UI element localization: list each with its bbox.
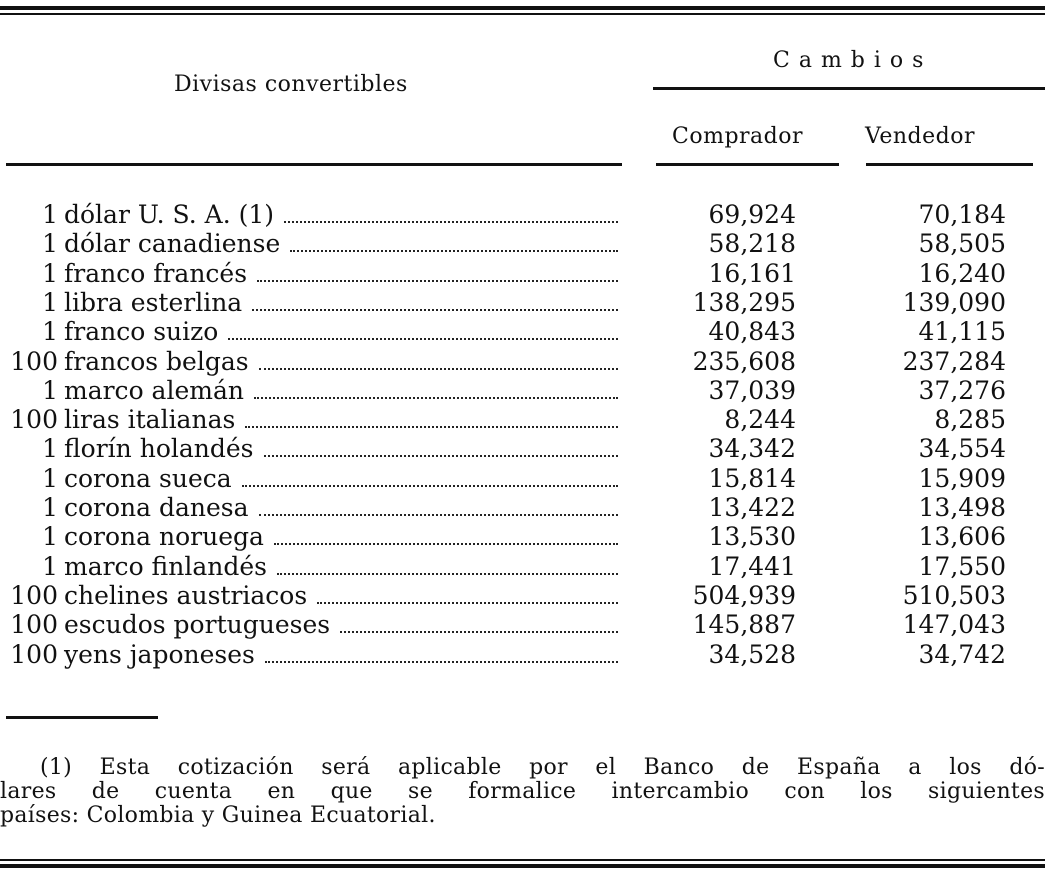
cambios-underline: [653, 87, 1045, 90]
table-row: [0, 581, 1050, 611]
row-quantity: 1: [42, 464, 58, 493]
row-comprador-value: 69,924: [708, 200, 796, 229]
row-vendedor-value: 139,090: [902, 288, 1006, 317]
row-vendedor-value: 34,742: [918, 640, 1006, 669]
row-vendedor-value: 15,909: [918, 464, 1006, 493]
table-row: [0, 376, 1050, 406]
row-currency-name: francos belgas: [64, 347, 249, 376]
table-row: [0, 229, 1050, 259]
table-row: [0, 464, 1050, 494]
bottom-rule-thick: [0, 864, 1045, 868]
row-comprador-value: 15,814: [708, 464, 796, 493]
table-row: [0, 259, 1050, 289]
row-currency-name: liras italianas: [64, 405, 236, 434]
row-leader-dots: [277, 573, 618, 575]
row-quantity: 100: [10, 640, 58, 669]
footnote-line-3: países: Colombia y Guinea Ecuatorial.: [0, 803, 436, 828]
table-row: [0, 347, 1050, 377]
row-comprador-value: 58,218: [708, 229, 796, 258]
row-leader-dots: [274, 543, 618, 545]
row-vendedor-value: 8,285: [934, 405, 1006, 434]
row-quantity: 100: [10, 405, 58, 434]
table-row: [0, 493, 1050, 523]
table-row: [0, 288, 1050, 318]
row-comprador-value: 37,039: [708, 376, 796, 405]
row-quantity: 1: [42, 434, 58, 463]
row-quantity: 1: [42, 200, 58, 229]
row-vendedor-value: 41,115: [918, 317, 1006, 346]
row-leader-dots: [264, 455, 618, 457]
row-quantity: 100: [10, 610, 58, 639]
row-currency-name: dólar canadiense: [64, 229, 281, 258]
row-quantity: 1: [42, 522, 58, 551]
row-currency-name: franco suizo: [64, 317, 219, 346]
row-vendedor-value: 70,184: [918, 200, 1006, 229]
row-leader-dots: [245, 426, 618, 428]
row-comprador-value: 34,528: [708, 640, 796, 669]
row-comprador-value: 16,161: [708, 259, 796, 288]
row-vendedor-value: 17,550: [918, 552, 1006, 581]
row-quantity: 1: [42, 317, 58, 346]
row-currency-name: libra esterlina: [64, 288, 243, 317]
row-comprador-value: 40,843: [708, 317, 796, 346]
row-currency-name: dólar U. S. A. (1): [64, 200, 275, 229]
row-currency-name: marco finlandés: [64, 552, 267, 581]
row-quantity: 1: [42, 259, 58, 288]
row-leader-dots: [259, 514, 618, 516]
row-quantity: 100: [10, 581, 58, 610]
row-comprador-value: 8,244: [724, 405, 796, 434]
row-leader-dots: [259, 368, 618, 370]
row-currency-name: corona danesa: [64, 493, 249, 522]
row-quantity: 100: [10, 347, 58, 376]
comprador-underline: [656, 163, 839, 166]
row-leader-dots: [340, 631, 618, 633]
row-vendedor-value: 237,284: [902, 347, 1006, 376]
row-quantity: 1: [42, 493, 58, 522]
row-leader-dots: [228, 338, 618, 340]
footnote-line-2: lares de cuenta en que se formalice intercambio con los siguientes: [0, 779, 1045, 804]
vendedor-header: Vendedor: [865, 124, 976, 149]
row-leader-dots: [265, 661, 618, 663]
table-row: [0, 434, 1050, 464]
row-currency-name: escudos portugueses: [64, 610, 331, 639]
bottom-rule-thin: [0, 859, 1045, 861]
row-vendedor-value: 147,043: [902, 610, 1006, 639]
row-comprador-value: 34,342: [708, 434, 796, 463]
comprador-header: Comprador: [672, 124, 803, 149]
row-quantity: 1: [42, 229, 58, 258]
table-row: [0, 640, 1050, 670]
row-comprador-value: 145,887: [692, 610, 796, 639]
row-leader-dots: [242, 485, 618, 487]
row-leader-dots: [254, 397, 618, 399]
top-rule-thick: [0, 6, 1045, 10]
row-currency-name: franco francés: [64, 259, 248, 288]
footnote-line-1: (1) Esta cotización será aplicable por el Banco de España a los dó-: [40, 755, 1045, 780]
row-currency-name: yens japoneses: [64, 640, 255, 669]
top-rule-thin: [0, 13, 1045, 15]
footnote: [0, 756, 1045, 828]
row-vendedor-value: 37,276: [918, 376, 1006, 405]
row-leader-dots: [252, 309, 618, 311]
row-currency-name: corona sueca: [64, 464, 232, 493]
table-row: [0, 552, 1050, 582]
table-row: [0, 200, 1050, 230]
table-row: [0, 405, 1050, 435]
vendedor-underline: [866, 163, 1033, 166]
row-currency-name: marco alemán: [64, 376, 244, 405]
row-quantity: 1: [42, 376, 58, 405]
row-comprador-value: 13,422: [708, 493, 796, 522]
row-comprador-value: 235,608: [692, 347, 796, 376]
row-comprador-value: 17,441: [708, 552, 796, 581]
row-vendedor-value: 13,606: [918, 522, 1006, 551]
row-quantity: 1: [42, 288, 58, 317]
cambios-header: Cambios: [773, 48, 933, 73]
row-leader-dots: [284, 221, 618, 223]
table-row: [0, 522, 1050, 552]
divisas-underline: [6, 163, 622, 166]
row-comprador-value: 504,939: [692, 581, 796, 610]
row-comprador-value: 138,295: [692, 288, 796, 317]
row-currency-name: corona noruega: [64, 522, 264, 551]
row-vendedor-value: 13,498: [918, 493, 1006, 522]
row-quantity: 1: [42, 552, 58, 581]
row-vendedor-value: 16,240: [918, 259, 1006, 288]
divisas-header: Divisas convertibles: [174, 72, 408, 97]
row-leader-dots: [257, 280, 618, 282]
row-comprador-value: 13,530: [708, 522, 796, 551]
table-row: [0, 317, 1050, 347]
table-row: [0, 610, 1050, 640]
row-currency-name: chelines austriacos: [64, 581, 308, 610]
row-currency-name: florín holandés: [64, 434, 254, 463]
row-vendedor-value: 58,505: [918, 229, 1006, 258]
row-leader-dots: [290, 250, 618, 252]
footnote-rule: [6, 716, 158, 719]
row-leader-dots: [317, 602, 618, 604]
row-vendedor-value: 510,503: [902, 581, 1006, 610]
row-vendedor-value: 34,554: [918, 434, 1006, 463]
